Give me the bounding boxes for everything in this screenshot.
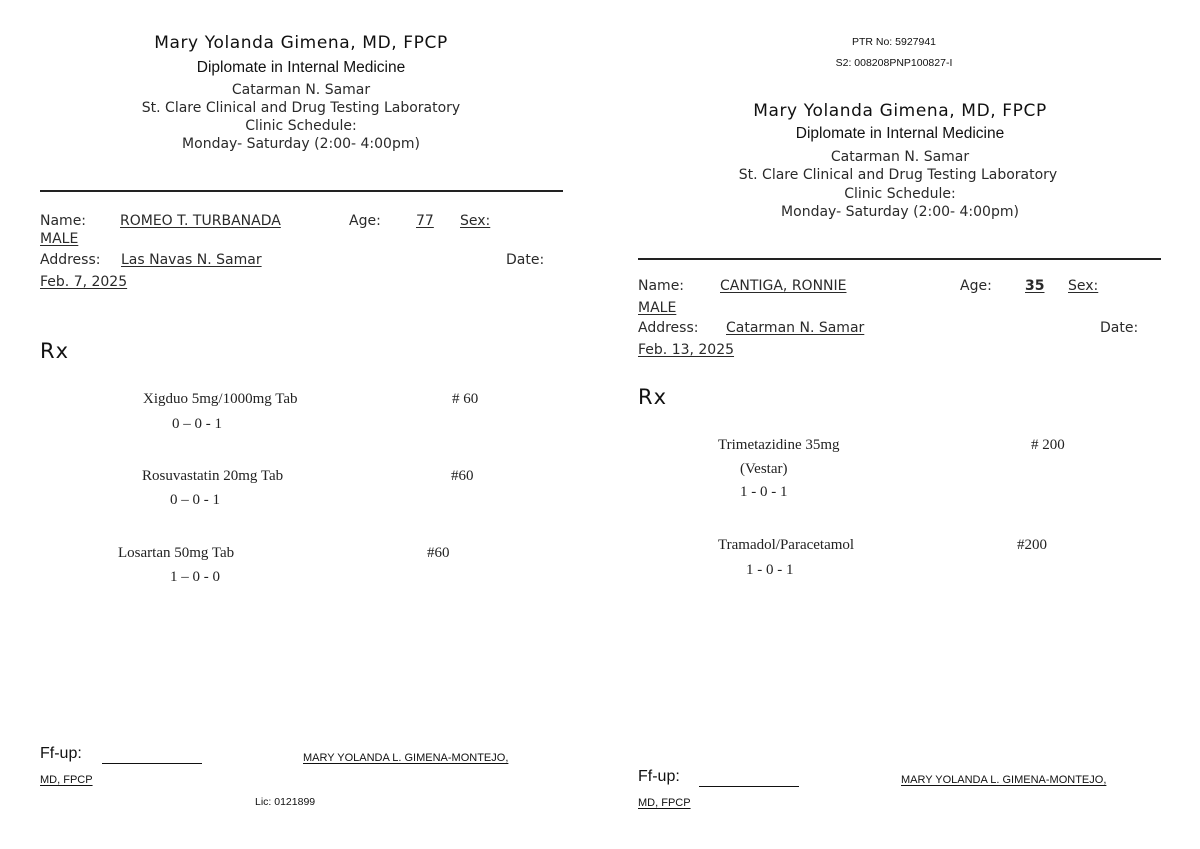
medication-brand: (Vestar) (740, 461, 788, 477)
clinic-name: St. Clare Clinical and Drug Testing Laboratory (141, 100, 461, 116)
medication-dosage: 0 – 0 - 1 (170, 492, 220, 508)
date-label: Date: (1100, 320, 1139, 336)
name-label: Name: (40, 213, 87, 229)
doctor-credentials: MD, FPCP (40, 774, 93, 786)
age-label: Age: (960, 278, 992, 294)
header-divider (638, 258, 1161, 260)
date-label: Date: (506, 252, 545, 268)
patient-name: ROMEO T. TURBANADA (120, 213, 281, 229)
age-label: Age: (349, 213, 381, 229)
medication-dosage: 1 - 0 - 1 (740, 484, 788, 500)
prescription-date: Feb. 7, 2025 (40, 274, 128, 290)
ptr-number: PTR No: 5927941 (851, 36, 937, 48)
doctor-credentials: MD, FPCP (638, 797, 691, 809)
diplomate-title: Diplomate in Internal Medicine (196, 59, 406, 76)
clinic-location: Catarman N. Samar (231, 82, 371, 98)
s2-number: S2: 008208PNP100827-I (835, 57, 953, 69)
prescription-date: Feb. 13, 2025 (638, 342, 735, 358)
medication-name: Trimetazidine 35mg (718, 437, 840, 453)
doctor-name: Mary Yolanda Gimena, MD, FPCP (154, 33, 448, 53)
doctor-signature: MARY YOLANDA L. GIMENA-MONTEJO, (901, 774, 1107, 786)
medication-name: Xigduo 5mg/1000mg Tab (143, 391, 298, 407)
patient-age: 77 (416, 213, 434, 229)
medication-dosage: 1 - 0 - 1 (746, 562, 794, 578)
patient-sex: MALE (638, 300, 677, 316)
medication-name: Tramadol/Paracetamol (718, 537, 855, 553)
follow-up-line (102, 763, 202, 764)
medication-dosage: 0 – 0 - 1 (172, 416, 222, 432)
patient-name: CANTIGA, RONNIE (720, 278, 847, 294)
medication-quantity: # 200 (1031, 437, 1065, 453)
medication-quantity: #200 (1017, 537, 1047, 553)
rx-symbol: Rx (638, 385, 668, 409)
doctor-name: Mary Yolanda Gimena, MD, FPCP (753, 101, 1047, 121)
sex-label: Sex: (1068, 278, 1099, 294)
medication-name: Rosuvastatin 20mg Tab (142, 468, 284, 484)
address-label: Address: (40, 252, 101, 268)
medication-dosage: 1 – 0 - 0 (170, 569, 220, 585)
sex-label: Sex: (460, 213, 491, 229)
patient-address: Las Navas N. Samar (121, 252, 262, 268)
address-label: Address: (638, 320, 699, 336)
rx-symbol: Rx (40, 339, 70, 363)
medication-name: Losartan 50mg Tab (118, 545, 235, 561)
name-label: Name: (638, 278, 685, 294)
header-divider (40, 190, 563, 192)
clinic-name: St. Clare Clinical and Drug Testing Laboratory (738, 167, 1058, 183)
follow-up-line (699, 786, 799, 787)
medication-quantity: # 60 (452, 391, 479, 407)
clinic-location: Catarman N. Samar (830, 149, 970, 165)
medication-quantity: #60 (427, 545, 450, 561)
patient-age: 35 (1025, 278, 1045, 294)
medication-quantity: #60 (451, 468, 474, 484)
doctor-signature: MARY YOLANDA L. GIMENA-MONTEJO, (303, 752, 509, 764)
diplomate-title: Diplomate in Internal Medicine (795, 125, 1005, 142)
license-number: Lic: 0121899 (255, 796, 316, 808)
schedule-hours: Monday- Saturday (2:00- 4:00pm) (182, 136, 420, 152)
patient-address: Catarman N. Samar (726, 320, 865, 336)
schedule-label: Clinic Schedule: (844, 186, 956, 202)
schedule-label: Clinic Schedule: (245, 118, 357, 134)
follow-up-label: Ff-up: (40, 745, 82, 762)
schedule-hours: Monday- Saturday (2:00- 4:00pm) (781, 204, 1019, 220)
patient-sex: MALE (40, 231, 79, 247)
follow-up-label: Ff-up: (638, 768, 680, 785)
